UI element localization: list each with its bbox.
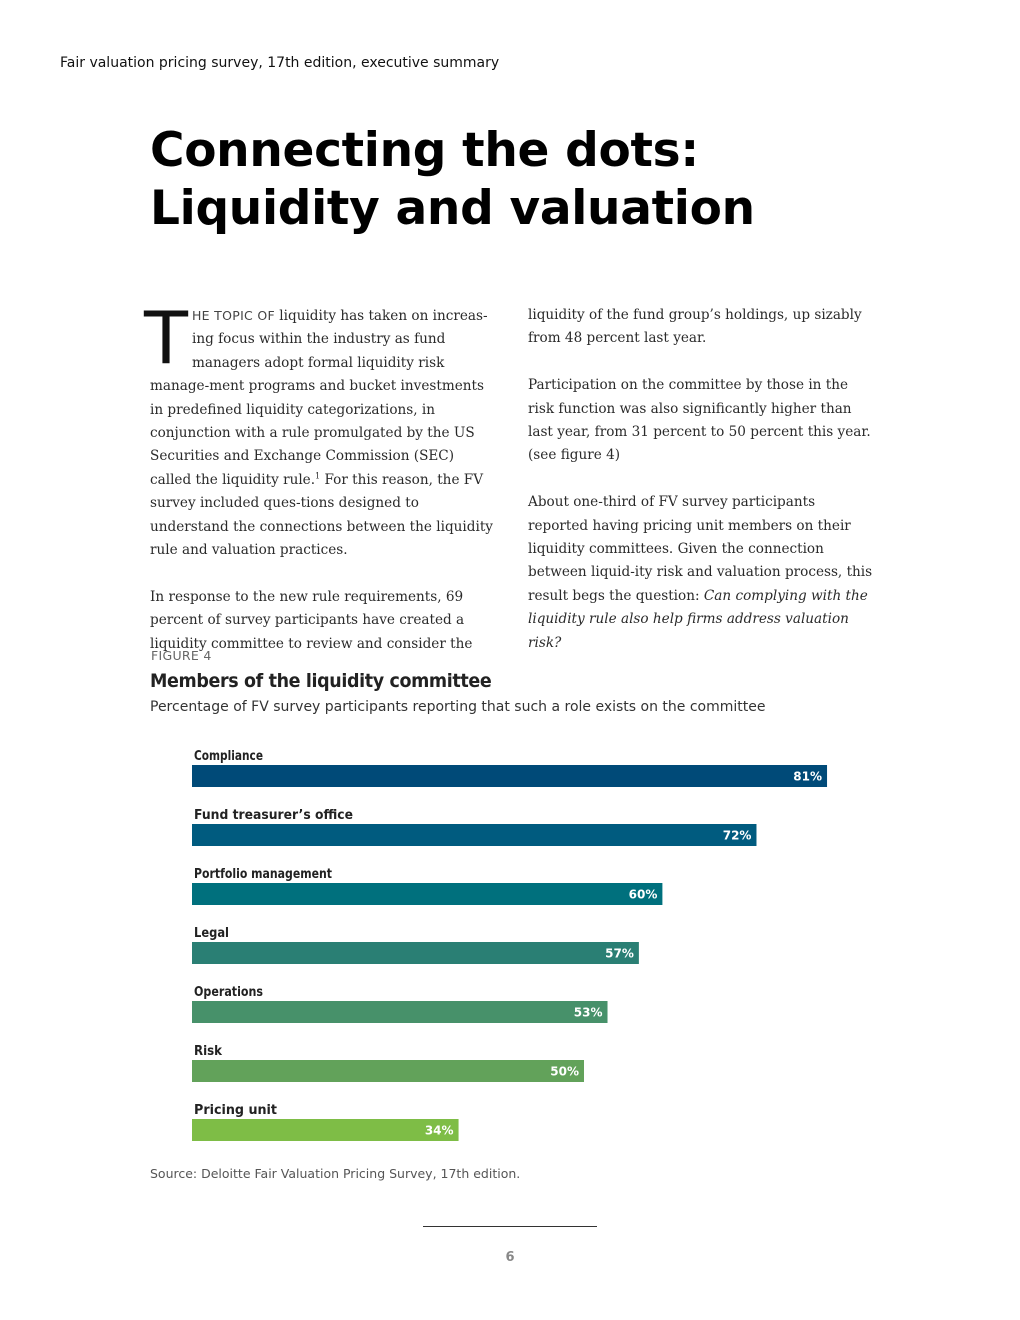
bar-pricing-unit [192,1119,459,1141]
bar-fund-treasurer-s-office [192,824,756,846]
value-label-pricing-unit: 34% [424,1123,454,1138]
intro-text: liquidity has taken on increas-ing focus within the industry as fund managers adopt formal liquidity risk manage-ment programs and bucket investments in predefined liquidity categorizations, in conjunction with a rule promulgated by the US Securities and Exchange Commission (SEC) called the liquidity rule. [150,308,488,488]
bar-compliance [192,765,827,787]
running-header: Fair valuation pricing survey, 17th edition, executive summary [60,55,500,71]
paragraph-holdings: liquidity of the fund group’s holdings, up sizably from 48 percent last year. [528,307,862,347]
value-label-portfolio-management: 60% [628,887,658,902]
value-label-risk: 50% [550,1064,579,1079]
bar-operations [192,1001,608,1023]
footnote-marker: 1 [315,471,321,481]
value-label-compliance: 81% [793,769,823,784]
value-label-operations: 53% [573,1005,603,1020]
category-label-portfolio-management: Portfolio management [194,867,332,882]
drop-cap: T [144,296,188,380]
footer-divider [423,1226,597,1227]
category-label-fund-treasurer-s-office: Fund treasurer’s office [194,808,354,823]
intro-text-tail: For this reason, the FV survey included ques-tions designed to understand the connections between the liquidity rule and valuation practices. [150,471,493,559]
category-label-pricing-unit: Pricing unit [194,1103,277,1118]
pricing-unit-text: About one-third of FV survey participants reported having pricing unit members on their liquidity committees. Given the connection between liquid-ity risk and valuation process, this result begs the question: [528,494,873,604]
bar-legal [192,942,639,964]
lead-in-caps: HE TOPIC OF [191,308,275,323]
title-line-1: Connecting the dots: [150,123,699,178]
title-line-2: Liquidity and valuation [150,181,755,236]
figure-label: FIGURE 4 [151,648,212,663]
figure-source: Source: Deloitte Fair Valuation Pricing Survey, 17th edition. [150,1166,521,1181]
bar-portfolio-management [192,883,662,905]
category-label-risk: Risk [194,1044,223,1059]
value-label-legal: 57% [605,946,634,961]
figure-subtitle: Percentage of FV survey participants reporting that such a role exists on the committee [150,699,766,715]
paragraph-risk-participation: Participation on the committee by those in the risk function was also significantly higher than last year, from 31 percent to 50 percent this year. (see figure 4) [528,377,871,464]
paragraph-rule-response: In response to the new rule requirements, 69 percent of survey participants have created a liquidity committee to review and consider the [150,588,473,652]
page-number: 6 [505,1250,515,1265]
value-label-fund-treasurer-s-office: 72% [722,828,752,843]
category-label-compliance: Compliance [194,749,264,764]
figure-title: Members of the liquidity committee [150,670,492,692]
bar-risk [192,1060,584,1082]
category-label-legal: Legal [194,926,229,941]
pricing-unit-question: Can complying with the liquidity rule also help firms address valuation risk? [528,587,868,651]
category-label-operations: Operations [194,985,264,1000]
